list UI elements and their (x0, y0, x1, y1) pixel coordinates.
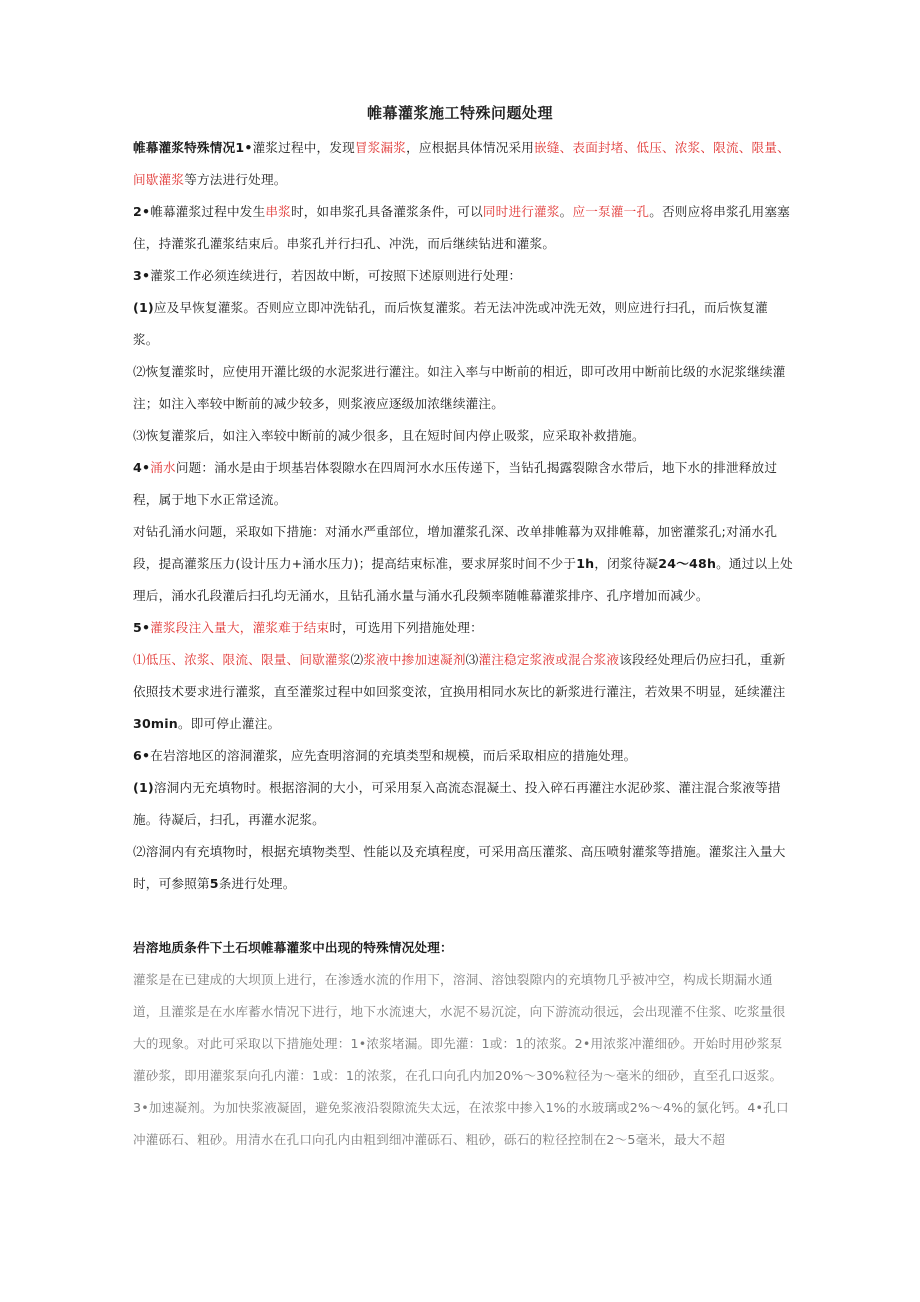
p4b-text-2: ，闭浆待凝 (594, 556, 659, 571)
paragraph-6a (133, 772, 793, 836)
p5a-highlight-2: 浆液中掺加速凝剂 (363, 652, 466, 667)
p5a-label-3: ⑶ (465, 652, 479, 667)
p6b-number-1: 5 (209, 876, 219, 891)
p4-lead: 4• (133, 460, 151, 475)
p1-text-1: 灌浆过程中，发现 (252, 140, 355, 155)
p5a-lead: ⑴ (133, 652, 146, 667)
p5a-highlight-3: 灌注稳定浆液或混合浆液 (478, 652, 620, 667)
p5a-label-2: ⑵ (350, 652, 364, 667)
paragraph-5a (133, 644, 793, 740)
p1-text-2: ，应根据具体情况采用 (406, 140, 535, 155)
p5a-highlight-1: 低压、浓浆、限流、限量、间歇灌浆 (145, 652, 351, 667)
p5-highlight-1: 灌浆段注入量大，灌浆难于结束 (150, 620, 330, 635)
paragraph-6b (133, 836, 793, 900)
p3b-lead: ⑵ (133, 364, 146, 379)
paragraph-3a (133, 292, 793, 356)
p3a-text-1: 应及早恢复灌浆。否则应立即冲洗钻孔，而后恢复灌浆。若无法冲洗或冲洗无效，则应进行扫孔，而后恢复灌浆。 (133, 300, 768, 347)
p2-lead: 2• (133, 204, 151, 219)
p6-text-1: 在岩溶地区的溶洞灌浆，应先查明溶洞的充填类型和规模，而后采取相应的措施处理。 (150, 748, 637, 763)
p4-highlight-1: 涌水 (150, 460, 176, 475)
p2-highlight-1: 串浆 (265, 204, 291, 219)
p4-text-1: 问题：涌水是由于坝基岩体裂隙水在四周河水水压传递下，当钻孔揭露裂隙含水带后，地下水的排泄释放过程，属于地下水正常迳流。 (133, 460, 778, 507)
p2-highlight-3: 应一泵灌一孔 (572, 204, 650, 219)
p2-highlight-2: 同时进行灌浆 (482, 204, 560, 219)
p6b-text-2: 条进行处理。 (218, 876, 296, 891)
p3b-text-1: 恢复灌浆时，应使用开灌比级的水泥浆进行灌注。如注入率与中断前的相近，即可改用中断前比级的水泥浆继续灌注；如注入率较中断前的减少较多，则浆液应逐级加浓继续灌注。 (133, 364, 786, 411)
p5-lead: 5• (133, 620, 151, 635)
paragraph-4b (133, 516, 793, 612)
paragraph-3c (133, 420, 793, 452)
paragraph-5 (133, 612, 793, 644)
p2-text-1: 帷幕灌浆过程中发生 (150, 204, 266, 219)
p1-highlight-2: 嵌缝、表面封堵、低压、浓浆、限流、限量、间歇灌浆 (133, 140, 790, 187)
p1-text-3: 等方法进行处理。 (184, 172, 287, 187)
document-body (133, 132, 793, 1156)
paragraph-2 (133, 196, 793, 260)
paragraph-3 (133, 260, 793, 292)
section-2-heading: 岩溶地质条件下土石坝帷幕灌浆中出现的特殊情况处理： (133, 940, 453, 955)
p3a-lead: (1) (133, 300, 154, 315)
p6a-text-1: 溶洞内无充填物时。根据溶洞的大小，可采用泵入高流态混凝土、投入碎石再灌注水泥砂浆、灌注混合浆液等措施。待凝后，扫孔，再灌水泥浆。 (133, 780, 781, 827)
p2-text-2: 时，如串浆孔具备灌浆条件，可以 (290, 204, 483, 219)
paragraph-4 (133, 452, 793, 516)
paragraph-1 (133, 132, 793, 196)
p4b-number-2: 24〜48h (658, 556, 717, 571)
p6a-lead: (1) (133, 780, 154, 795)
p5a-text-1: 该段经处理后仍应扫孔，重新依照技术要求进行灌浆，直至灌浆过程中如回浆变浓，宜换用相同水灰比的新浆进行灌注，若效果不明显，延续灌注 (133, 652, 786, 699)
p4b-text-1: 对钻孔涌水问题，采取如下措施：对涌水严重部位，增加灌浆孔深、改单排帷幕为双排帷幕，加密灌浆孔;对涌水孔段，提高灌浆压力(设计压力+涌水压力)；提高结束标准，要求屏浆时间不少于 (133, 524, 778, 571)
p4b-number-1: 1h (576, 556, 595, 571)
p5a-text-2: 。即可停止灌注。 (177, 716, 281, 731)
section-2-text: 灌浆是在已建成的大坝顶上进行，在渗透水流的作用下，溶洞、溶蚀裂隙内的充填物几乎被冲空，构成长期漏水通道，且灌浆是在水库蓄水情况下进行，地下水流速大，水泥不易沉淀，向下游流动很远，会出现灌不住浆、吃浆量很大的现象。对此可采取以下措施处理：1•浓浆堵漏。即先灌：1或：1的浓浆。2•用浓浆冲灌细砂。开始时用砂浆泵灌砂浆，即用灌浆泵向孔内灌：1或：1的浓浆，在孔口向孔内加20%〜30%粒径为〜毫米的细砂，直至孔口返浆。3•加速凝剂。为加快浆液凝固，避免浆液沿裂隙流失太远，在浓浆中掺入1%的水玻璃或2%〜4%的氯化钙。4•孔口冲灌砾石、粗砂。用清水在孔口向孔内由粗到细冲灌砾石、粗砂，砾石的粒径控制在2〜5毫米，最大不超 (133, 972, 789, 1147)
p5a-number-1: 30min (133, 716, 178, 731)
paragraph-6 (133, 740, 793, 772)
p4b-text-3: 。通过以上处理后，涌水孔段灌后扫孔均无涌水，且钻孔涌水量与涌水孔段频率随帷幕灌浆排序、孔序增加而减少。 (133, 556, 793, 603)
p1-highlight-1: 冒浆漏浆 (354, 140, 407, 155)
p6b-lead: ⑵ (133, 844, 146, 859)
paragraph-3b (133, 356, 793, 420)
p2-text-4: 。否则应将串浆孔用塞塞住，持灌浆孔灌浆结束后。串浆孔并行扫孔、冲洗，而后继续钻进和灌浆。 (133, 204, 790, 251)
p3c-text-1: 恢复灌浆后，如注入率较中断前的减少很多，且在短时间内停止吸浆，应采取补救措施。 (145, 428, 645, 443)
p2-text-3: 。 (559, 204, 573, 219)
p3-lead: 3• (133, 268, 151, 283)
p1-lead: 帷幕灌浆特殊情况1• (133, 140, 253, 155)
section-gap (133, 900, 793, 932)
p5-text-1: 时，可选用下列措施处理： (329, 620, 483, 635)
p6b-text-1: 溶洞内有充填物时，根据充填物类型、性能以及充填程度，可采用高压灌浆、高压喷射灌浆等措施。灌浆注入量大时，可参照第 (133, 844, 786, 891)
p3-text-1: 灌浆工作必须连续进行，若因故中断，可按照下述原则进行处理： (150, 268, 522, 283)
p6-lead: 6• (133, 748, 151, 763)
document-title: 帷幕灌浆施工特殊问题处理 (366, 104, 553, 122)
p3c-lead: ⑶ (133, 428, 146, 443)
